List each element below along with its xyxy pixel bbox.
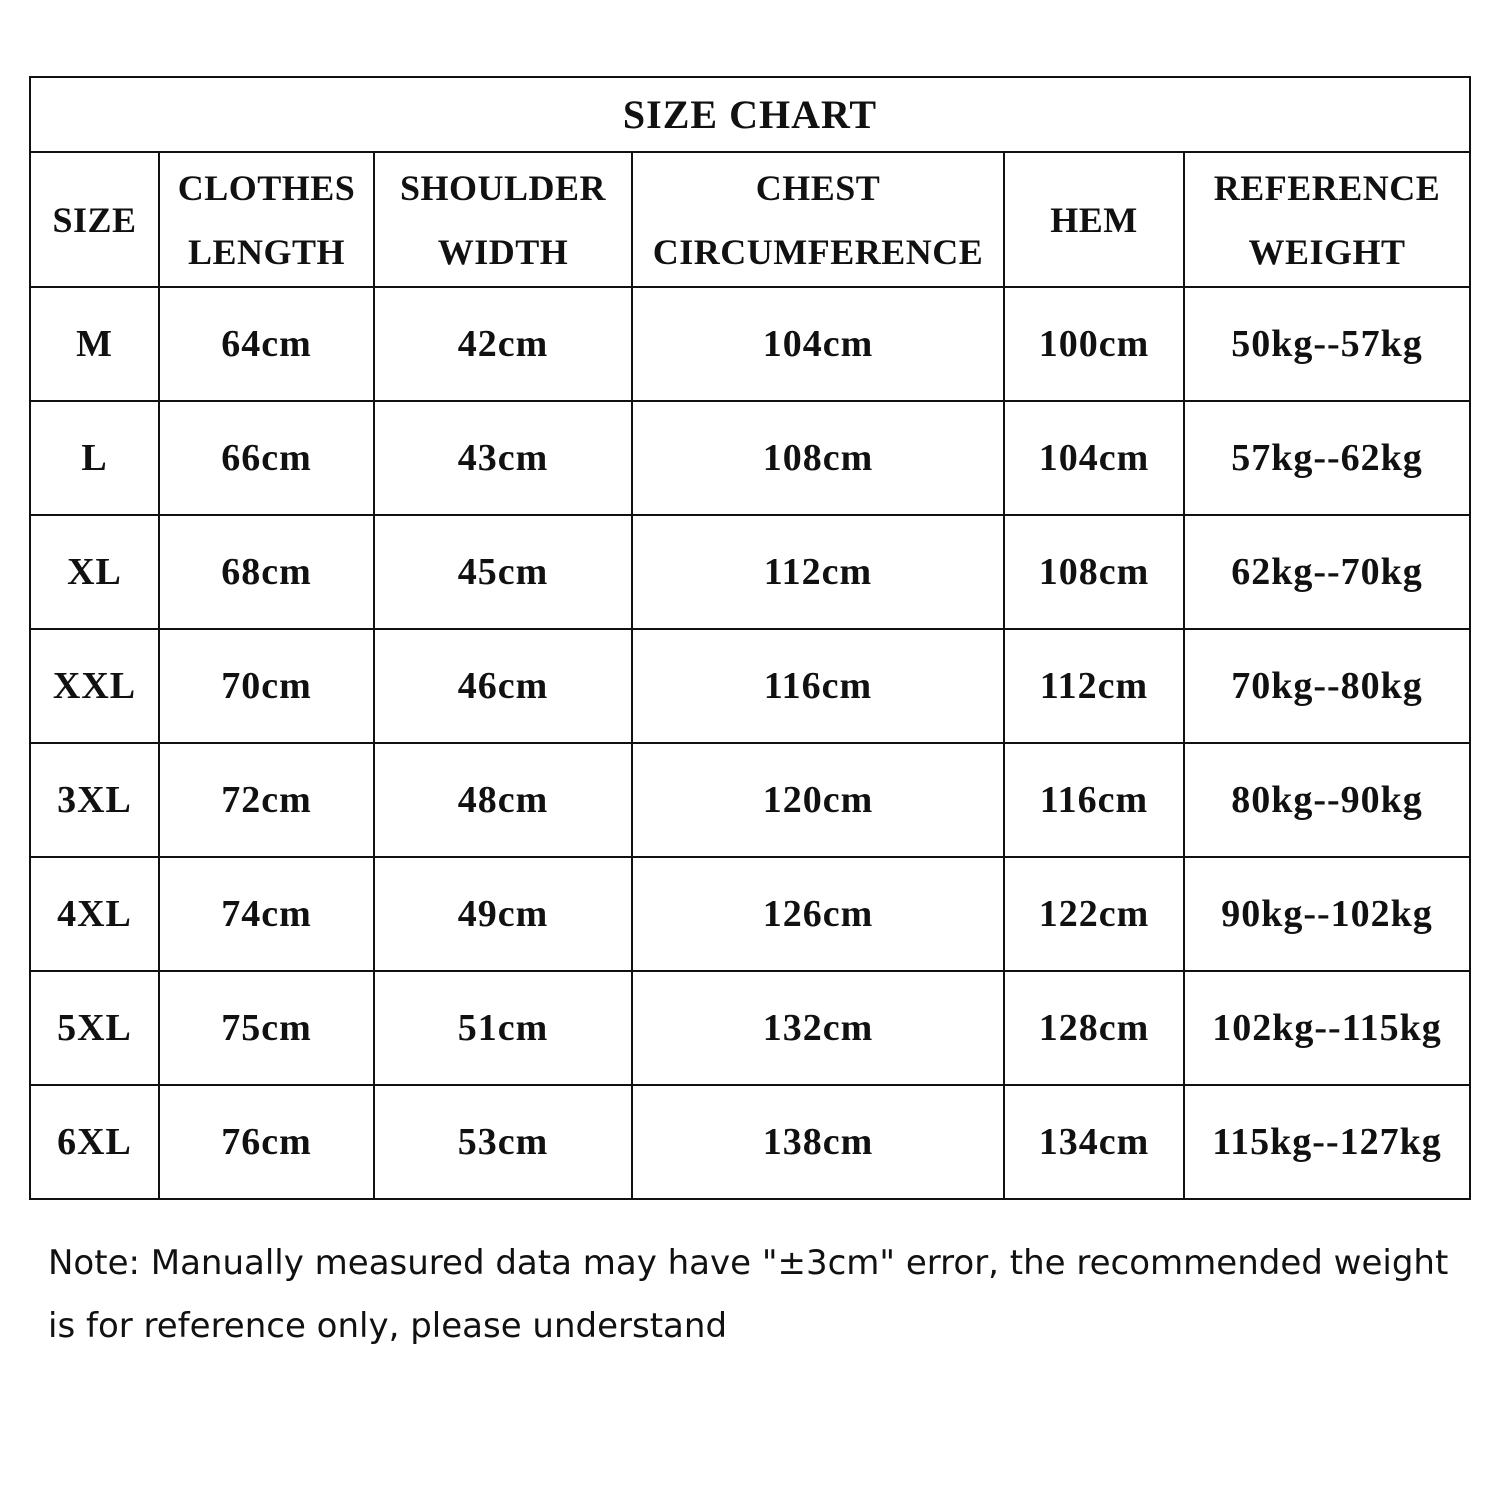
cell-hem: 128cm — [1004, 971, 1184, 1085]
table-row — [30, 629, 1470, 743]
header-shoulder-width — [374, 152, 632, 287]
table-row — [30, 857, 1470, 971]
cell-chest-circumference: 116cm — [632, 629, 1004, 743]
header-reference-weight-line1: REFERENCE — [1213, 167, 1441, 208]
size-chart-table — [29, 76, 1471, 1200]
cell-shoulder-width: 42cm — [374, 287, 632, 401]
cell-size: 6XL — [30, 1085, 159, 1199]
cell-shoulder-width: 43cm — [374, 401, 632, 515]
header-reference-weight-line2: WEIGHT — [1248, 231, 1406, 272]
cell-size: 4XL — [30, 857, 159, 971]
cell-size: L — [30, 401, 159, 515]
table-row — [30, 743, 1470, 857]
table-row — [30, 1085, 1470, 1199]
cell-size: 5XL — [30, 971, 159, 1085]
header-chest-circumference — [632, 152, 1004, 287]
header-shoulder-width-line1: SHOULDER — [399, 167, 607, 208]
cell-shoulder-width: 46cm — [374, 629, 632, 743]
cell-clothes-length: 68cm — [159, 515, 374, 629]
cell-chest-circumference: 104cm — [632, 287, 1004, 401]
header-clothes-length-line2: LENGTH — [187, 231, 346, 272]
cell-clothes-length: 72cm — [159, 743, 374, 857]
measurement-note — [48, 1232, 1468, 1358]
cell-reference-weight: 90kg--102kg — [1184, 857, 1470, 971]
cell-chest-circumference: 112cm — [632, 515, 1004, 629]
header-chest-circumference-line2: CIRCUMFERENCE — [652, 231, 984, 272]
cell-shoulder-width: 49cm — [374, 857, 632, 971]
cell-reference-weight: 102kg--115kg — [1184, 971, 1470, 1085]
header-hem — [1004, 152, 1184, 287]
note-line-2: is for reference only, please understand — [48, 1306, 728, 1346]
cell-chest-circumference: 138cm — [632, 1085, 1004, 1199]
header-clothes-length — [159, 152, 374, 287]
header-reference-weight — [1184, 152, 1470, 287]
cell-reference-weight: 57kg--62kg — [1184, 401, 1470, 515]
header-size-label: SIZE — [52, 199, 137, 240]
cell-chest-circumference: 108cm — [632, 401, 1004, 515]
cell-hem: 108cm — [1004, 515, 1184, 629]
cell-hem: 104cm — [1004, 401, 1184, 515]
cell-chest-circumference: 132cm — [632, 971, 1004, 1085]
cell-size: XXL — [30, 629, 159, 743]
cell-clothes-length: 74cm — [159, 857, 374, 971]
header-size — [30, 152, 159, 287]
cell-shoulder-width: 53cm — [374, 1085, 632, 1199]
header-hem-label: HEM — [1050, 199, 1138, 240]
header-clothes-length-line1: CLOTHES — [177, 167, 356, 208]
header-chest-circumference-line1: CHEST — [755, 167, 881, 208]
cell-shoulder-width: 48cm — [374, 743, 632, 857]
header-shoulder-width-line2: WIDTH — [437, 231, 569, 272]
table-row — [30, 287, 1470, 401]
cell-size: M — [30, 287, 159, 401]
cell-shoulder-width: 45cm — [374, 515, 632, 629]
header-row — [30, 152, 1470, 287]
table-body — [30, 287, 1470, 1199]
chart-title: SIZE CHART — [30, 77, 1470, 152]
cell-hem: 100cm — [1004, 287, 1184, 401]
cell-chest-circumference: 120cm — [632, 743, 1004, 857]
cell-clothes-length: 76cm — [159, 1085, 374, 1199]
cell-clothes-length: 75cm — [159, 971, 374, 1085]
cell-size: 3XL — [30, 743, 159, 857]
cell-clothes-length: 64cm — [159, 287, 374, 401]
cell-reference-weight: 62kg--70kg — [1184, 515, 1470, 629]
cell-shoulder-width: 51cm — [374, 971, 632, 1085]
cell-clothes-length: 66cm — [159, 401, 374, 515]
cell-hem: 122cm — [1004, 857, 1184, 971]
cell-reference-weight: 70kg--80kg — [1184, 629, 1470, 743]
cell-clothes-length: 70cm — [159, 629, 374, 743]
cell-chest-circumference: 126cm — [632, 857, 1004, 971]
cell-size: XL — [30, 515, 159, 629]
cell-reference-weight: 50kg--57kg — [1184, 287, 1470, 401]
cell-reference-weight: 115kg--127kg — [1184, 1085, 1470, 1199]
cell-hem: 112cm — [1004, 629, 1184, 743]
table-row — [30, 401, 1470, 515]
table-row — [30, 515, 1470, 629]
note-line-1: Note: Manually measured data may have "±3cm" error, the recommended weight — [48, 1243, 1449, 1283]
cell-reference-weight: 80kg--90kg — [1184, 743, 1470, 857]
cell-hem: 134cm — [1004, 1085, 1184, 1199]
table-row — [30, 971, 1470, 1085]
cell-hem: 116cm — [1004, 743, 1184, 857]
